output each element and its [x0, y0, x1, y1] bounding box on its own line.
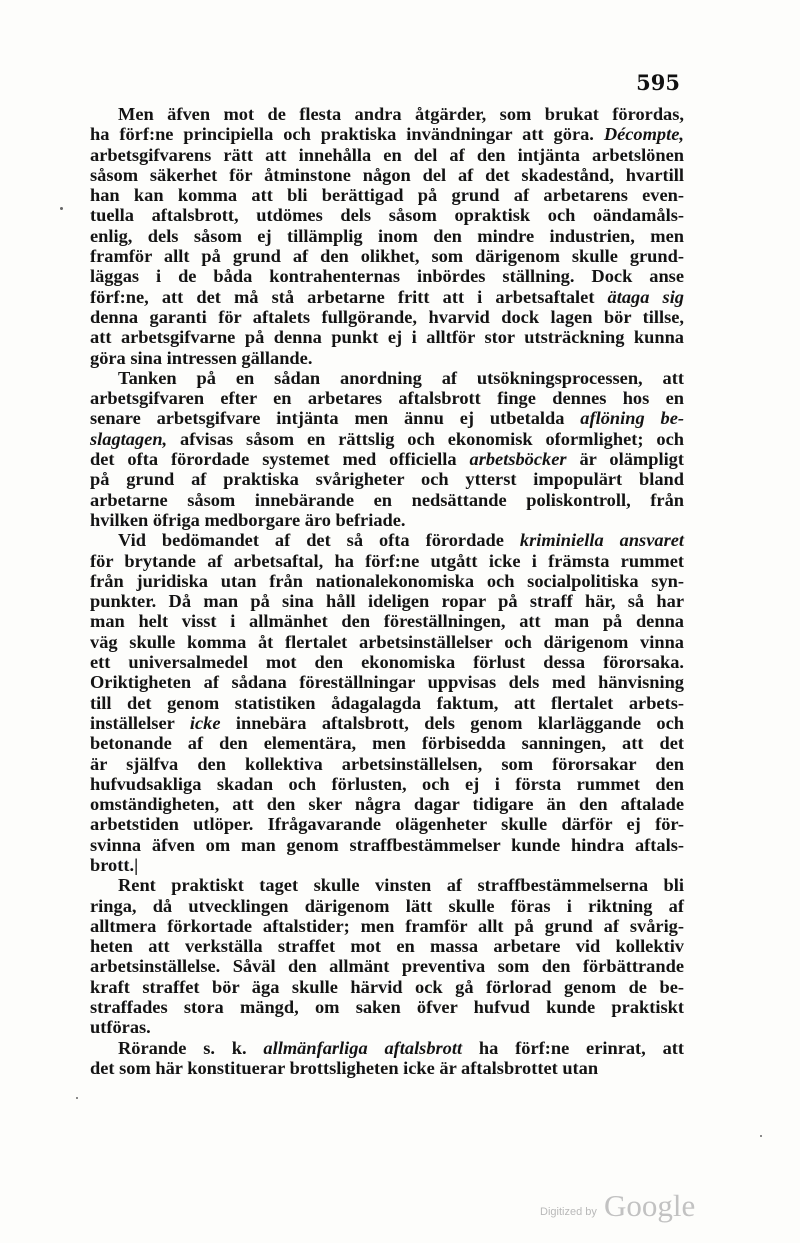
text-line: arbetstiden utlöper. Ifrågavarande olägenheter skulle därför ej för- — [90, 814, 684, 835]
text-line: man helt visst i allmänhet den föreställningen, att man på denna — [90, 611, 684, 632]
text-line: väg skulle komma åt flertalet arbetsinställelser och därigenom vinna — [90, 631, 684, 652]
text-line: tuella aftalsbrott, utdömes dels såsom opraktisk och oändamåls- — [90, 205, 684, 226]
text-line: arbetsinställelse. Såväl den allmänt preventiva som den förbättrande — [90, 956, 684, 977]
text-line: läggas i de båda kontrahenternas inbördes ställning. Dock anse — [90, 266, 684, 287]
text-line: kraft straffet bör äga skulle härvid ock gå förlorad genom de be- — [90, 976, 684, 997]
paragraph — [90, 104, 684, 368]
text-line: att arbetsgifvarne på denna punkt ej i alltför stor utsträckning kunna — [90, 327, 684, 348]
text-line: senare arbetsgifvare intjänta men ännu ej utbetalda aflöning be- — [90, 408, 685, 429]
text-line: brott.| — [90, 854, 139, 875]
text-line: Rent praktiskt taget skulle vinsten af straffbestämmelserna bli — [118, 875, 684, 896]
text-line: Oriktigheten af sådana föreställningar uppvisas dels med hänvisning — [90, 672, 684, 693]
watermark-brand: Google — [604, 1188, 696, 1223]
paragraph — [90, 530, 684, 875]
text-line: hufvudsakliga skadan och förlusten, och ej i första rummet den — [90, 773, 684, 794]
text-line: heten att verkställa straffet mot en massa arbetare vid kollektiv — [90, 936, 684, 957]
ink-speck — [60, 207, 63, 210]
text-line: för brytande af arbetsaftal, ha förf:ne utgått icke i främsta rummet — [90, 550, 684, 571]
text-line: det ofta förordade systemet med officiella arbetsböcker är olämpligt — [90, 449, 684, 470]
text-line: ringa, då utvecklingen därigenom lätt skulle föras i riktning af — [90, 895, 684, 916]
text-line: inställelser icke innebära aftalsbrott, dels genom klarläggande och — [90, 712, 684, 733]
text-line: ha förf:ne principiella och praktiska invändningar att göra. Décompte, — [90, 124, 684, 145]
text-line: framför allt på grund af den olikhet, som därigenom skulle grund- — [90, 246, 684, 267]
text-line: på grund af praktiska svårigheter och ytterst impopulärt bland — [90, 469, 684, 490]
text-line: arbetsgifvarens rätt att innehålla en del af den intjänta arbetslönen — [90, 144, 684, 165]
text-line: det som här konstituerar brottsligheten icke är aftalsbrottet utan — [90, 1057, 599, 1078]
text-line: från juridiska utan från nationalekonomiska och socialpolitiska syn- — [90, 570, 684, 591]
text-line: han kan komma att bli berättigad på grund af arbetarens even- — [90, 185, 684, 206]
text-line: Men äfven mot de flesta andra åtgärder, som brukat förordas, — [118, 104, 684, 124]
text-line: såsom säkerhet för åtminstone någon del af det skadestånd, hvartill — [90, 164, 684, 185]
ink-speck — [760, 1135, 762, 1137]
text-line: Tanken på en sådan anordning af utsökningsprocessen, att — [118, 367, 684, 388]
text-line: Rörande s. k. allmänfarliga aftalsbrott ha förf:ne erinrat, att — [118, 1037, 685, 1058]
text-line: alltmera förkortade aftalstider; men framför allt på grund af svårig- — [90, 915, 684, 936]
text-line: denna garanti för aftalets fullgörande, hvarvid dock lagen bör tillse, — [90, 306, 684, 327]
paragraph — [90, 1038, 684, 1079]
text-line: ett universalmedel mot den ekonomiska förlust dessa förorsaka. — [90, 652, 684, 673]
paragraph — [90, 875, 684, 1037]
watermark-prefix: Digitized by — [540, 1206, 597, 1218]
text-line: omständigheten, att den sker några dagar tidigare än den aftalade — [90, 794, 684, 815]
text-line: svinna äfven om man genom straffbestämmelser kunde hindra aftals- — [90, 834, 684, 855]
text-line: straffades stora mängd, om saken öfver hufvud kunde praktiskt — [90, 997, 684, 1018]
text-line: arbetsgifvaren efter en arbetares aftalsbrott finge dennes hos en — [90, 388, 684, 409]
text-line: hvilken öfriga medborgare äro befriade. — [90, 509, 406, 530]
text-line: är själfva den kollektiva arbetsinställelsen, som förorsakar den — [90, 753, 684, 774]
paragraph — [90, 368, 684, 530]
page-number: 595 — [636, 70, 680, 95]
text-line: arbetarne såsom innebärande en nedsättande poliskontroll, från — [90, 489, 684, 510]
text-line: göra sina intressen gällande. — [90, 347, 313, 368]
text-line: förf:ne, att det må stå arbetarne fritt att i arbetsaftalet ätaga sig — [90, 286, 684, 307]
digitized-by-google-watermark — [540, 1188, 710, 1224]
body-text — [90, 104, 684, 1078]
text-line: Vid bedömandet af det så ofta förordade kriminiella ansvaret — [118, 530, 684, 551]
text-line: punkter. Då man på sina håll ideligen ropar på straff här, så har — [90, 591, 684, 612]
text-line: betonande af den elementära, men förbisedda sanningen, att det — [90, 733, 684, 754]
text-line: utföras. — [90, 1017, 151, 1038]
text-line: slagtagen, afvisas såsom en rättslig och ekonomisk oformlighet; och — [90, 428, 684, 449]
ink-speck — [76, 1097, 78, 1099]
text-line: enlig, dels såsom ej tillämplig inom den mindre industrien, men — [90, 225, 684, 246]
text-line: till det genom statistiken ådagalagda faktum, att flertalet arbets- — [90, 692, 684, 713]
